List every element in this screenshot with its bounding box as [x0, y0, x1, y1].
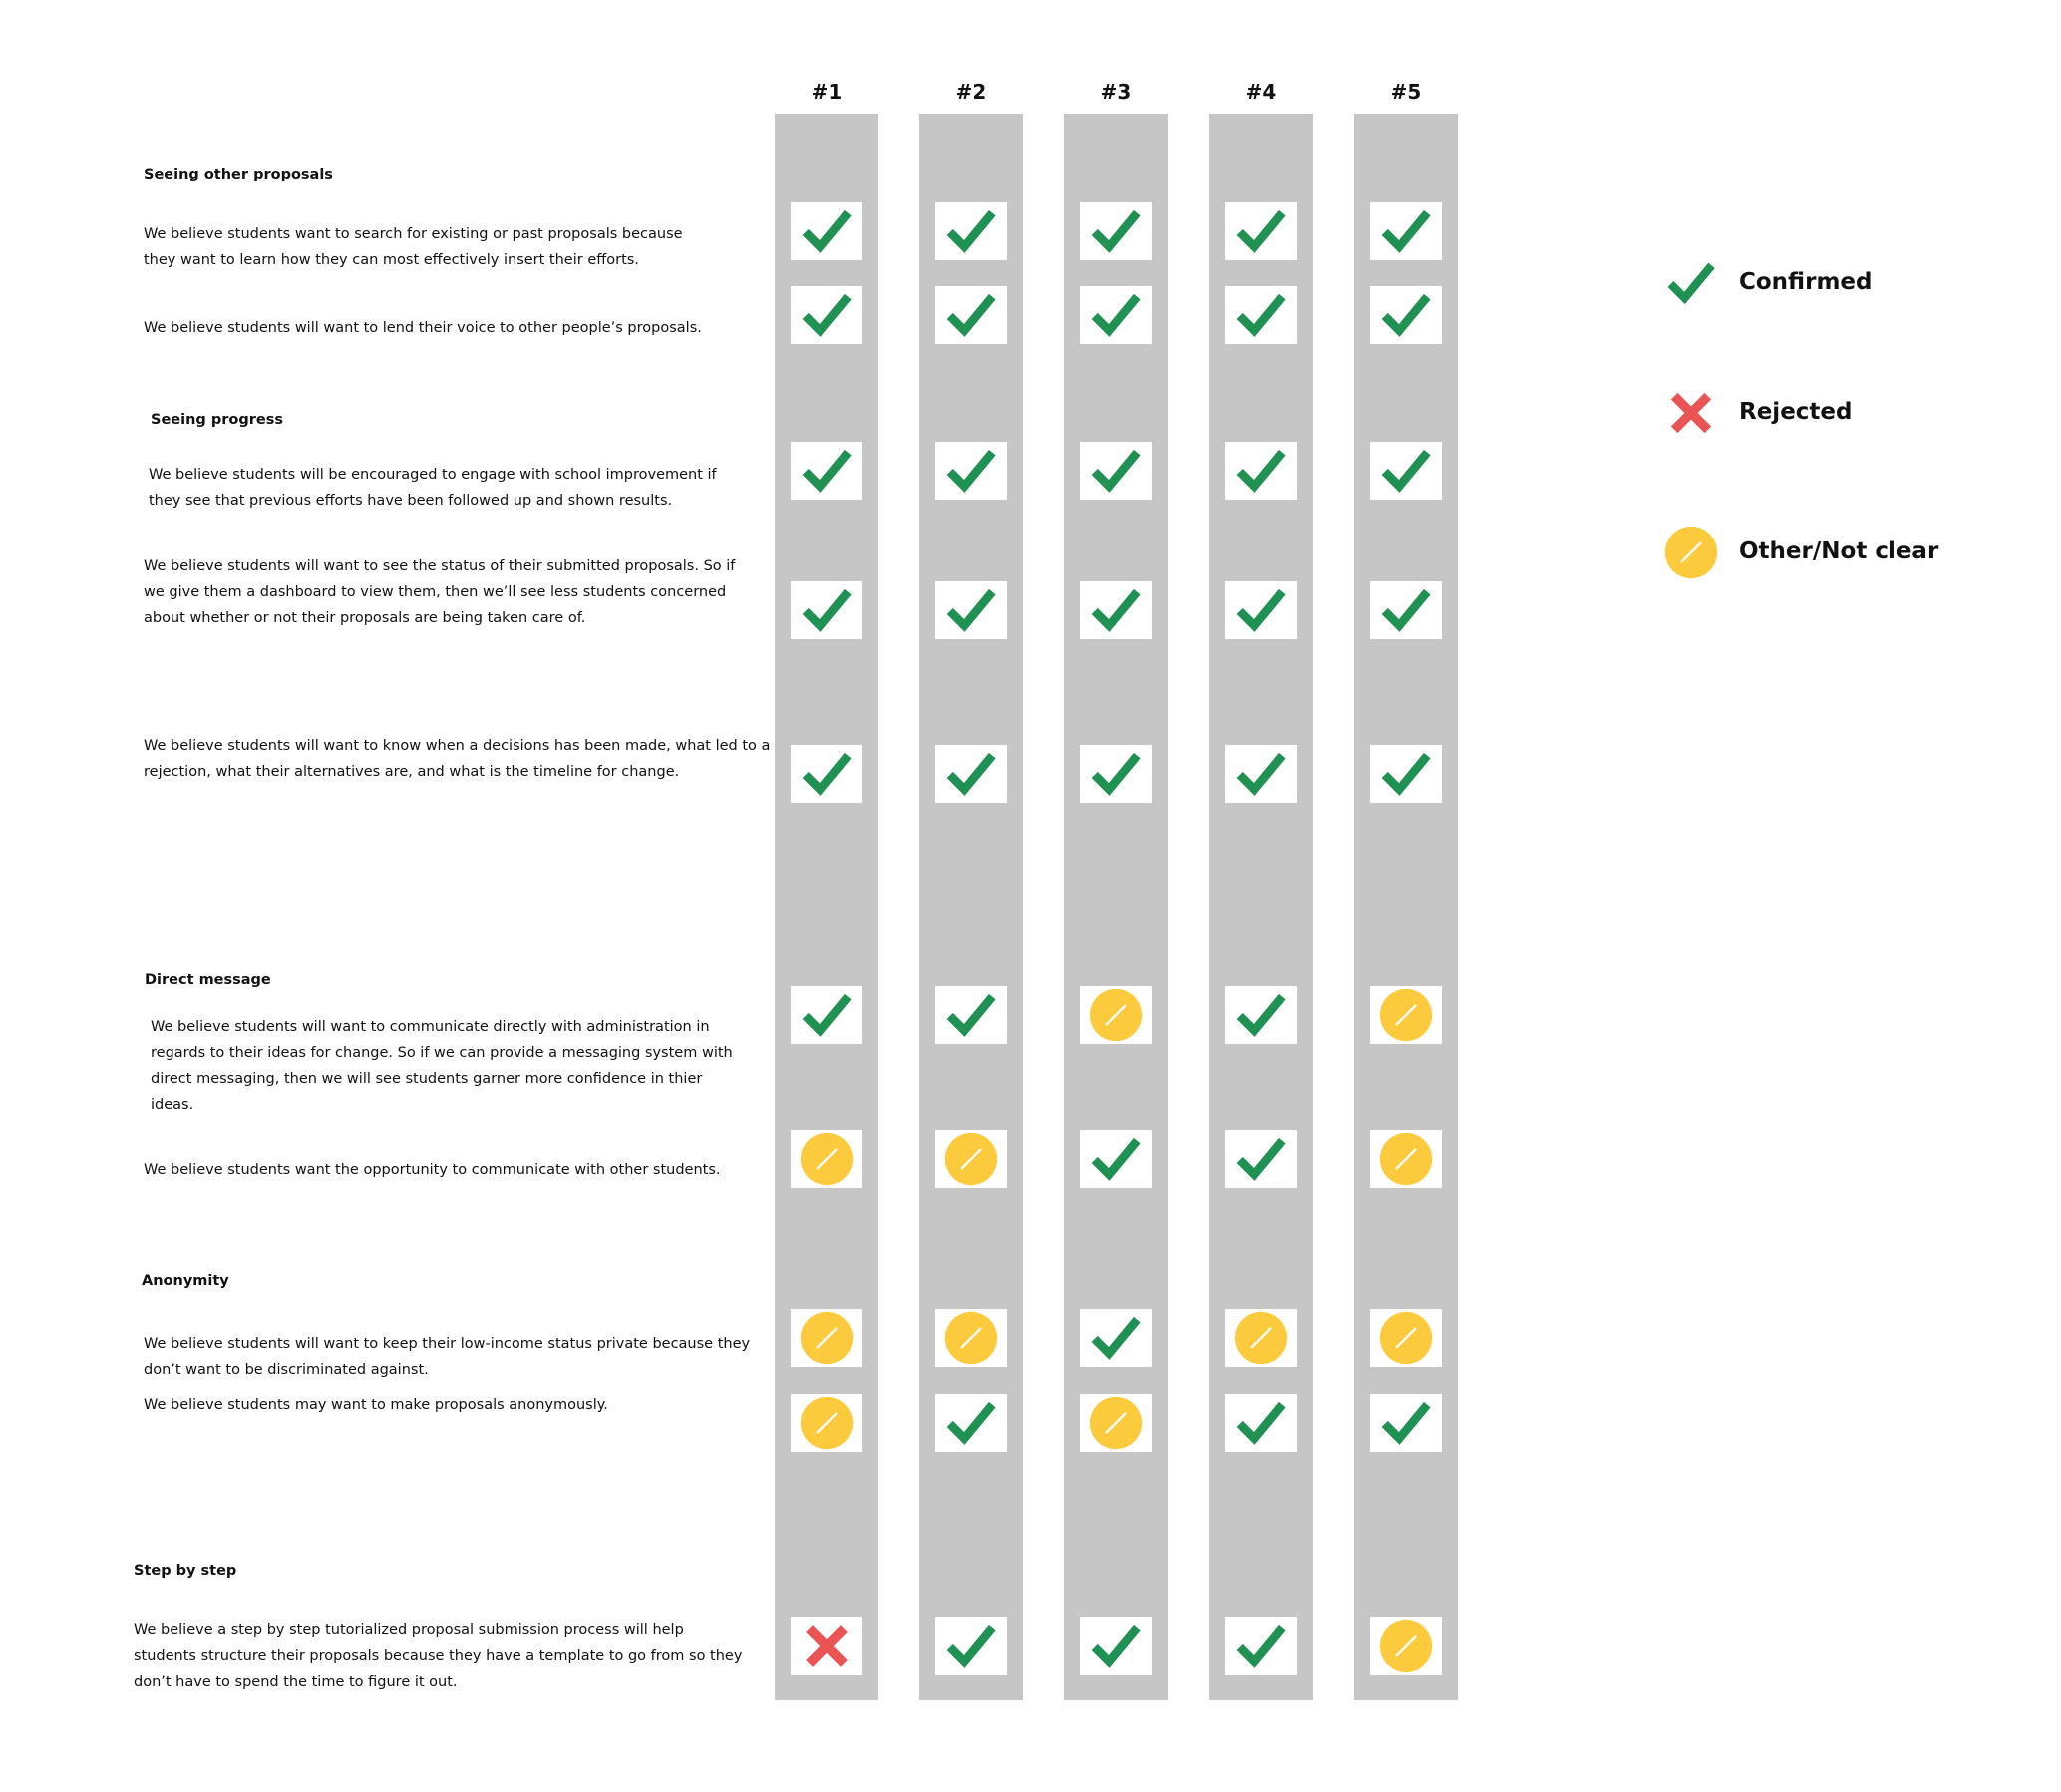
check-icon	[798, 986, 856, 1048]
column-header: #1	[811, 80, 843, 104]
result-cell	[791, 1394, 862, 1452]
check-icon	[1377, 442, 1435, 504]
cross-icon	[1663, 385, 1719, 445]
result-cell	[1370, 286, 1442, 344]
cross-icon	[798, 1617, 856, 1679]
check-icon	[1232, 986, 1290, 1048]
hypothesis-line: regards to their ideas for change. So if we can provide a messaging system with	[151, 1045, 733, 1061]
result-cell	[1225, 745, 1297, 803]
result-cell	[935, 442, 1007, 500]
result-cell	[791, 986, 862, 1044]
check-icon	[1232, 1394, 1290, 1456]
result-cell	[1225, 1130, 1297, 1188]
hypothesis-text	[144, 1157, 742, 1183]
legend-label: Other/Not clear	[1739, 538, 1939, 564]
hypothesis-text	[144, 221, 742, 273]
hypothesis-line: rejection, what their alternatives are, and what is the timeline for change.	[144, 764, 680, 780]
hypothesis-text	[151, 1014, 749, 1118]
slash-circle-icon	[1233, 1310, 1289, 1370]
result-cell	[1080, 1130, 1152, 1188]
column-header: #2	[955, 80, 987, 104]
section-heading: Direct message	[145, 972, 271, 988]
hypothesis-line: We believe students will want to know when a decisions has been made, what led to a	[144, 738, 771, 754]
result-cell	[1370, 1394, 1442, 1452]
column-header: #5	[1390, 80, 1422, 104]
hypothesis-text	[144, 1331, 751, 1383]
hypothesis-text	[144, 315, 742, 341]
check-icon	[942, 442, 1000, 504]
participant-column	[1354, 114, 1458, 1700]
result-cell	[1370, 1617, 1442, 1675]
hypothesis-line: they see that previous efforts have been followed up and shown results.	[149, 493, 673, 509]
result-cell	[791, 442, 862, 500]
hypothesis-line: about whether or not their proposals are being taken care of.	[144, 610, 586, 626]
hypothesis-text	[144, 733, 771, 785]
check-icon	[1087, 442, 1145, 504]
result-cell	[935, 581, 1007, 639]
check-icon	[1377, 1394, 1435, 1456]
hypothesis-line: We believe students want the opportunity to communicate with other students.	[144, 1162, 721, 1178]
result-cell	[1225, 442, 1297, 500]
result-cell	[935, 1617, 1007, 1675]
hypothesis-line: don’t have to spend the time to figure it out.	[134, 1674, 458, 1690]
result-cell	[1080, 1617, 1152, 1675]
result-cell	[1370, 745, 1442, 803]
hypothesis-line: We believe students will want to lend their voice to other people’s proposals.	[144, 320, 702, 336]
check-icon	[1663, 255, 1719, 315]
check-icon	[798, 202, 856, 264]
result-cell	[1080, 1394, 1152, 1452]
result-cell	[1080, 442, 1152, 500]
hypothesis-text	[134, 1617, 743, 1695]
check-icon	[942, 1617, 1000, 1679]
result-cell	[1370, 202, 1442, 260]
slash-circle-icon	[1378, 987, 1434, 1047]
check-icon	[1087, 1130, 1145, 1192]
check-icon	[1377, 745, 1435, 807]
participant-column	[1209, 114, 1313, 1700]
hypothesis-line: students structure their proposals because they have a template to go from so they	[134, 1648, 743, 1664]
result-cell	[935, 745, 1007, 803]
check-icon	[1087, 1309, 1145, 1371]
result-cell	[935, 986, 1007, 1044]
slash-circle-icon	[799, 1131, 855, 1191]
result-cell	[791, 581, 862, 639]
column-header: #4	[1245, 80, 1277, 104]
check-icon	[942, 581, 1000, 643]
column-header: #3	[1100, 80, 1132, 104]
check-icon	[798, 442, 856, 504]
result-cell	[791, 1617, 862, 1675]
hypothesis-line: We believe a step by step tutorialized proposal submission process will help	[134, 1622, 684, 1638]
check-icon	[942, 202, 1000, 264]
check-icon	[1087, 202, 1145, 264]
result-cell	[935, 202, 1007, 260]
check-icon	[1087, 1617, 1145, 1679]
hypothesis-line: ideas.	[151, 1097, 194, 1113]
slash-circle-icon	[943, 1131, 999, 1191]
check-icon	[1377, 202, 1435, 264]
legend-label: Rejected	[1739, 399, 1853, 425]
result-cell	[1370, 1130, 1442, 1188]
result-cell	[791, 1309, 862, 1367]
result-cell	[1370, 442, 1442, 500]
section-heading: Seeing other proposals	[144, 167, 333, 182]
result-cell	[1080, 202, 1152, 260]
check-icon	[1377, 581, 1435, 643]
participant-column	[919, 114, 1023, 1700]
check-icon	[1232, 442, 1290, 504]
hypothesis-line: don’t want to be discriminated against.	[144, 1362, 429, 1378]
check-icon	[1087, 745, 1145, 807]
result-cell	[1080, 745, 1152, 803]
result-cell	[935, 1309, 1007, 1367]
check-icon	[1232, 745, 1290, 807]
section-heading: Step by step	[134, 1563, 237, 1579]
check-icon	[1232, 1617, 1290, 1679]
result-cell	[935, 286, 1007, 344]
result-cell	[1370, 581, 1442, 639]
result-cell	[1225, 986, 1297, 1044]
section-heading: Anonymity	[142, 1273, 229, 1289]
legend-label: Confirmed	[1739, 269, 1873, 295]
result-cell	[1080, 286, 1152, 344]
check-icon	[1232, 286, 1290, 348]
hypothesis-text	[149, 462, 747, 514]
result-cell	[1370, 986, 1442, 1044]
result-cell	[935, 1130, 1007, 1188]
check-icon	[1232, 581, 1290, 643]
slash-circle-icon	[1088, 1395, 1144, 1455]
slash-circle-icon	[1378, 1618, 1434, 1678]
result-cell	[791, 202, 862, 260]
result-cell	[791, 286, 862, 344]
hypothesis-line: We believe students will want to see the status of their submitted proposals. So if	[144, 558, 736, 574]
check-icon	[1087, 286, 1145, 348]
hypothesis-text	[144, 1392, 742, 1418]
result-cell	[1225, 286, 1297, 344]
hypothesis-line: direct messaging, then we will see students garner more confidence in thier	[151, 1071, 703, 1087]
check-icon	[1087, 581, 1145, 643]
slash-circle-icon	[1088, 987, 1144, 1047]
check-icon	[1232, 1130, 1290, 1192]
hypothesis-line: We believe students will be encouraged to engage with school improvement if	[149, 467, 717, 483]
result-cell	[1080, 986, 1152, 1044]
result-cell	[1225, 1394, 1297, 1452]
result-cell	[1080, 1309, 1152, 1367]
check-icon	[942, 745, 1000, 807]
slash-circle-icon	[1663, 525, 1719, 584]
check-icon	[1232, 202, 1290, 264]
slash-circle-icon	[799, 1395, 855, 1455]
check-icon	[942, 286, 1000, 348]
check-icon	[798, 581, 856, 643]
slash-circle-icon	[1378, 1310, 1434, 1370]
result-cell	[791, 1130, 862, 1188]
check-icon	[798, 286, 856, 348]
hypothesis-line: they want to learn how they can most effectively insert their efforts.	[144, 252, 639, 268]
hypothesis-line: We believe students may want to make proposals anonymously.	[144, 1397, 608, 1413]
result-cell	[791, 745, 862, 803]
participant-column	[1064, 114, 1168, 1700]
check-icon	[942, 1394, 1000, 1456]
hypothesis-line: We believe students will want to keep their low-income status private because they	[144, 1336, 751, 1352]
result-cell	[1225, 202, 1297, 260]
check-icon	[942, 986, 1000, 1048]
section-heading: Seeing progress	[151, 412, 283, 428]
hypothesis-line: We believe students want to search for existing or past proposals because	[144, 226, 683, 242]
hypothesis-line: We believe students will want to communicate directly with administration in	[151, 1019, 710, 1035]
hypothesis-text	[144, 553, 742, 631]
check-icon	[798, 745, 856, 807]
slash-circle-icon	[943, 1310, 999, 1370]
result-cell	[1225, 581, 1297, 639]
hypothesis-line: we give them a dashboard to view them, then we’ll see less students concerned	[144, 584, 727, 600]
result-cell	[1225, 1617, 1297, 1675]
result-cell	[1225, 1309, 1297, 1367]
slash-circle-icon	[799, 1310, 855, 1370]
slash-circle-icon	[1378, 1131, 1434, 1191]
result-cell	[1080, 581, 1152, 639]
result-cell	[1370, 1309, 1442, 1367]
participant-column	[775, 114, 878, 1700]
check-icon	[1377, 286, 1435, 348]
result-cell	[935, 1394, 1007, 1452]
